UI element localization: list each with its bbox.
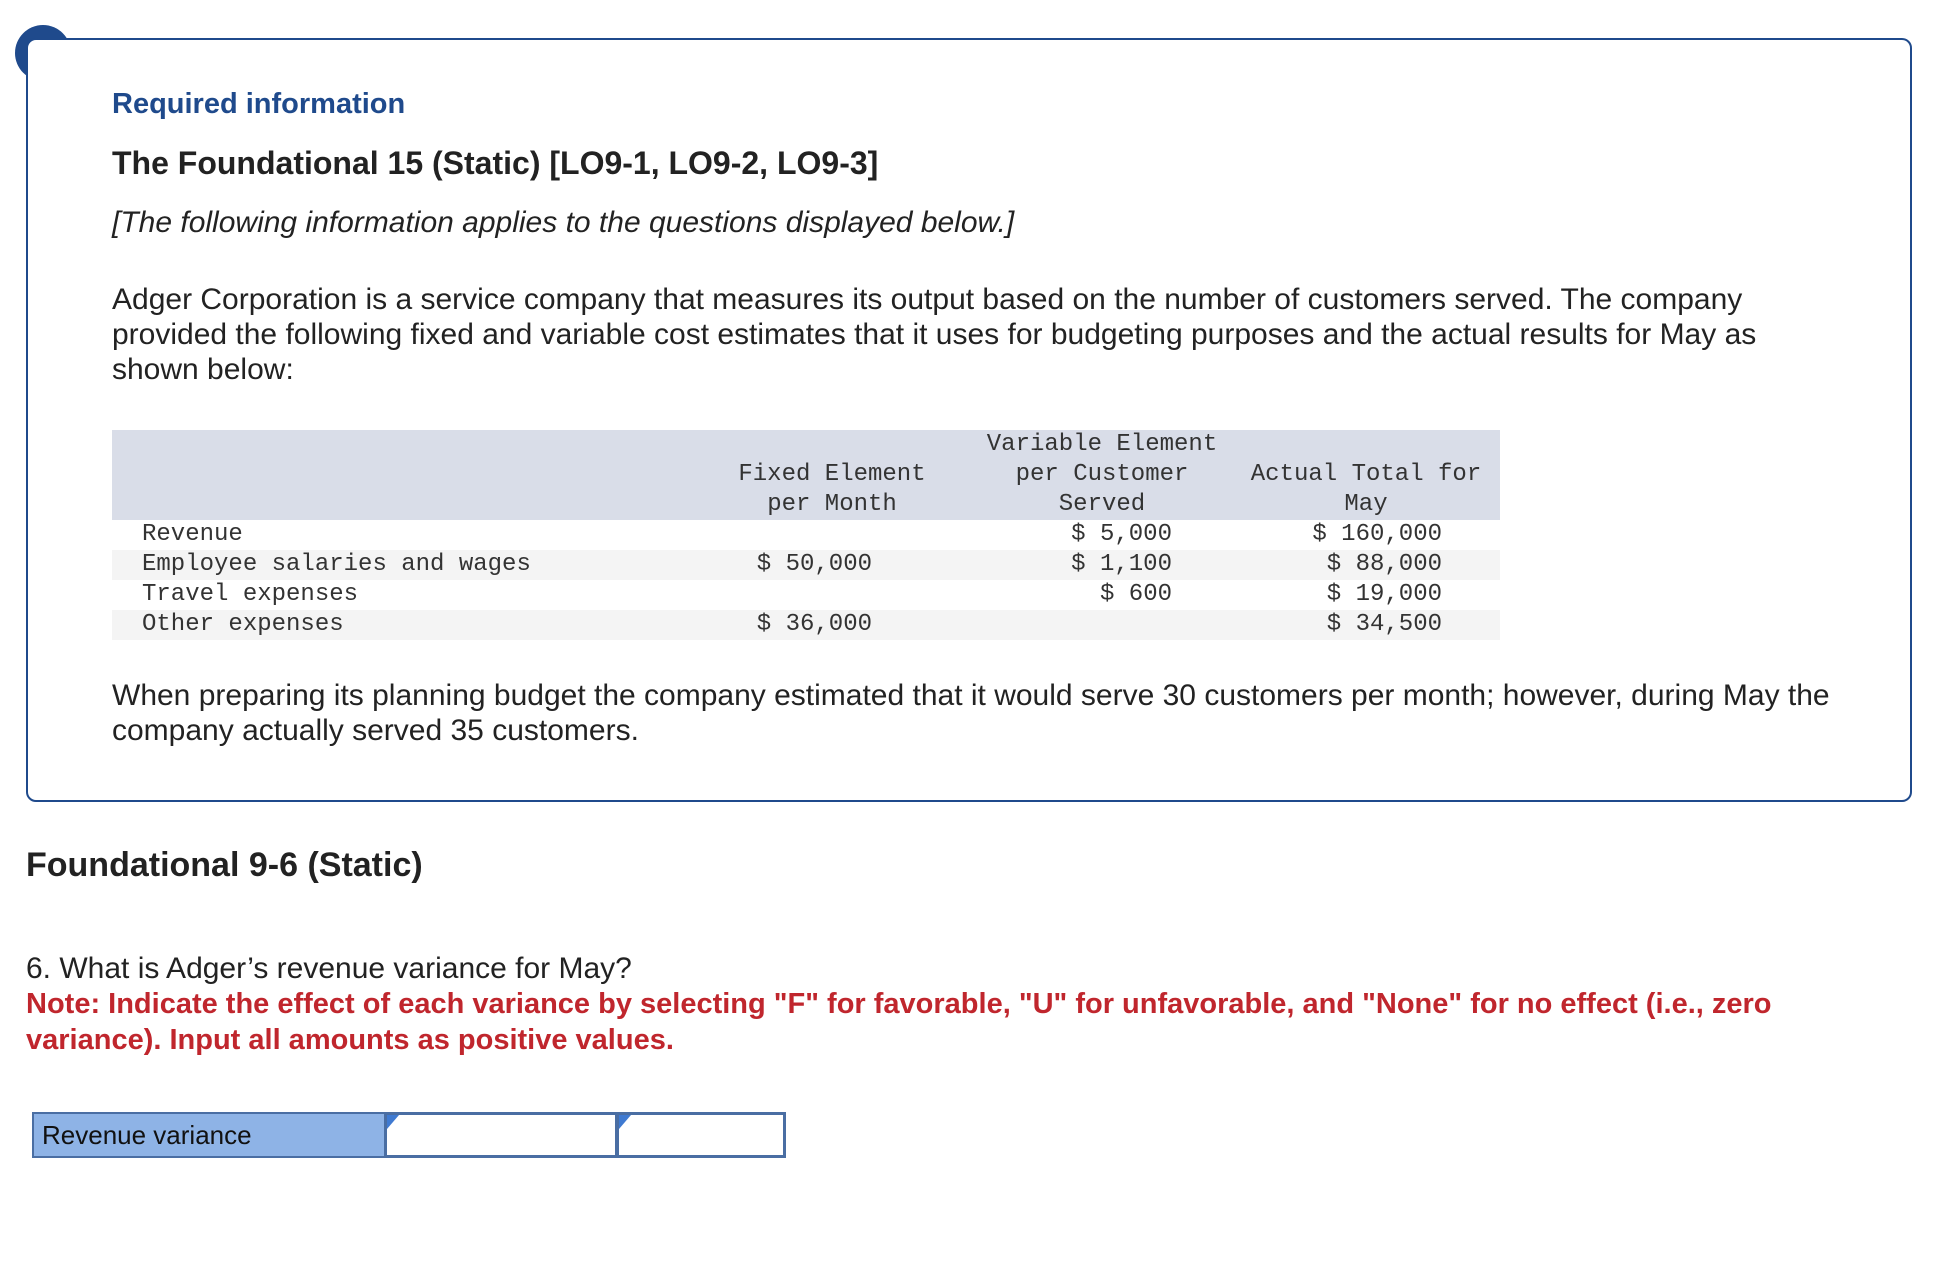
section-title: Foundational 9-6 (Static)	[26, 846, 423, 884]
row-label: Other expenses	[142, 611, 344, 638]
question-text: 6. What is Adger’s revenue variance for May?	[26, 952, 632, 985]
table-header	[112, 430, 1500, 520]
row-variable-value: $ 600	[1099, 581, 1172, 608]
row-fixed-value: $ 36,000	[756, 611, 872, 638]
row-label: Employee salaries and wages	[142, 551, 531, 578]
table-row-other-expenses	[112, 610, 1500, 640]
row-fixed-value: $ 50,000	[756, 551, 872, 578]
table-row-revenue	[112, 520, 1500, 550]
table-row-employee-salaries	[112, 550, 1500, 580]
applies-note: [The following information applies to the questions displayed below.]	[112, 206, 1015, 239]
revenue-variance-label: Revenue variance	[32, 1112, 386, 1158]
planning-paragraph: When preparing its planning budget the company estimated that it would serve 30 customers per month; however, during May the company actually served 35 customers.	[112, 679, 1830, 747]
intro-paragraph: Adger Corporation is a service company that measures its output based on the number of customers served. The company provided the following fixed and variable cost estimates that it uses for budgeting purposes and the actual results for May as shown below:	[112, 283, 1757, 386]
answer-row	[32, 1112, 786, 1158]
header-actual-total: Actual Total for May	[1250, 461, 1482, 518]
cost-estimates-table	[112, 430, 1500, 640]
row-actual-value: $ 160,000	[1312, 521, 1442, 548]
row-variable-value: $ 1,100	[1071, 551, 1172, 578]
problem-title: The Foundational 15 (Static) [LO9-1, LO9-2, LO9-3]	[112, 145, 879, 181]
row-actual-value: $ 19,000	[1326, 581, 1442, 608]
row-variable-value: $ 5,000	[1071, 521, 1172, 548]
row-actual-value: $ 88,000	[1326, 551, 1442, 578]
header-variable-element: Variable Element per Customer Served	[986, 431, 1218, 518]
header-fixed-element: Fixed Element per Month	[738, 461, 926, 518]
input-flag-icon	[387, 1115, 399, 1129]
row-actual-value: $ 34,500	[1326, 611, 1442, 638]
required-information-title: Required information	[112, 88, 406, 120]
table-row-travel-expenses	[112, 580, 1500, 610]
revenue-variance-amount-input[interactable]	[384, 1112, 618, 1158]
row-label: Travel expenses	[142, 581, 359, 608]
revenue-variance-effect-select[interactable]	[616, 1112, 786, 1158]
row-label: Revenue	[142, 521, 243, 548]
instruction-note: Note: Indicate the effect of each variance by selecting "F" for favorable, "U" for unfavorable, and "None" for no effect (i.e., zero variance). Input all amounts as positive values.	[26, 988, 1772, 1056]
select-flag-icon	[619, 1115, 631, 1129]
